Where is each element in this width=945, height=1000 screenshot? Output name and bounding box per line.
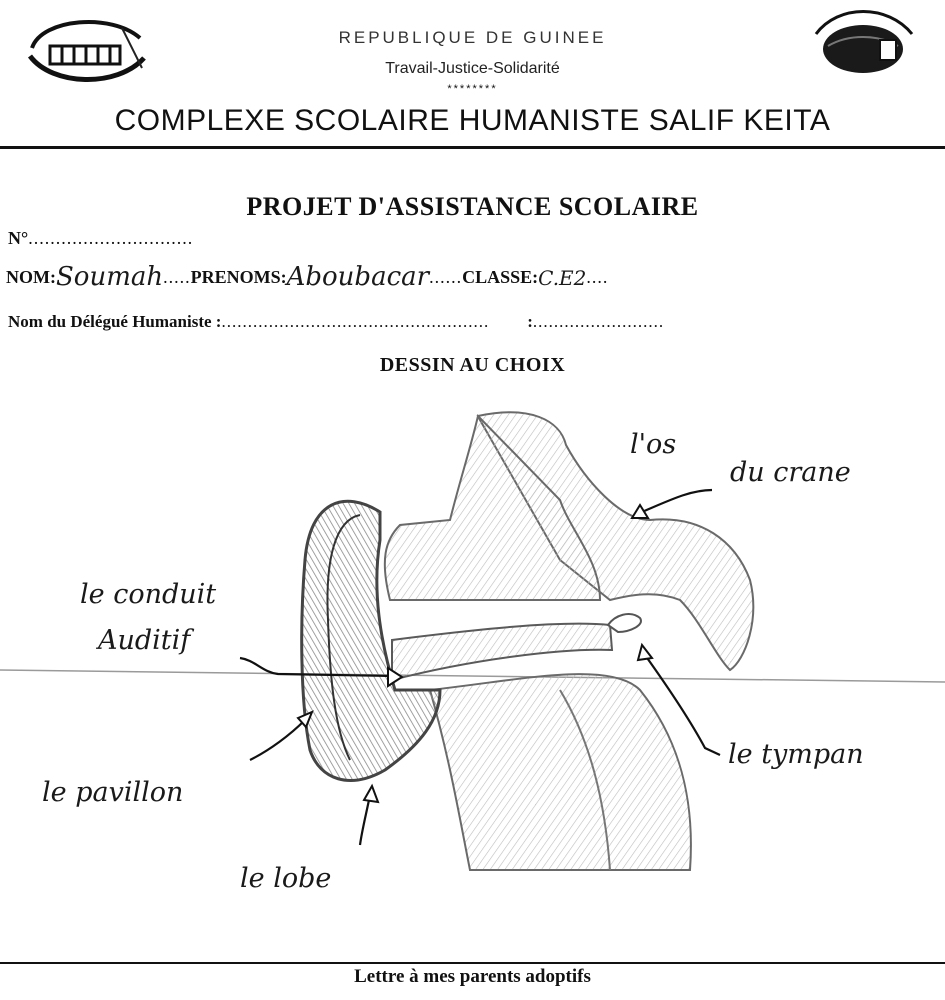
auditory-canal-shape — [392, 624, 612, 680]
classe-dots: .... — [586, 267, 609, 287]
school-name: COMPLEXE SCOLAIRE HUMANISTE SALIF KEITA — [114, 104, 831, 137]
prenoms-dots: ...... — [429, 267, 463, 287]
drawing-title: DESSIN AU CHOIX — [379, 354, 566, 376]
prenoms-value: Aboubacar — [286, 262, 430, 292]
republic-header: REPUBLIQUE DE GUINEE — [338, 28, 607, 47]
letter-title: Lettre à mes parents adoptifs — [354, 966, 591, 987]
nom-value: Soumah — [55, 262, 164, 292]
delegate-label: Nom du Délégué Humaniste : — [8, 312, 222, 331]
classe-value: C.E2 — [538, 266, 587, 290]
number-field — [8, 228, 193, 249]
number-dots: .............................. — [28, 228, 194, 248]
header-rule — [0, 146, 945, 149]
label-os: l'os — [630, 429, 677, 460]
lower-region-shape — [430, 674, 691, 870]
delegate-line — [8, 312, 664, 332]
label-pavillon: le pavillon — [42, 777, 184, 808]
classe-label: CLASSE: — [462, 267, 539, 287]
label-lobe: le lobe — [240, 863, 332, 894]
project-title: PROJET D'ASSISTANCE SCOLAIRE — [246, 192, 699, 221]
delegate-dots-2: ......................... — [532, 312, 665, 331]
label-tympan: le tympan — [728, 739, 864, 770]
national-motto: Travail-Justice-Solidarité — [385, 60, 560, 77]
number-label: N° — [8, 228, 29, 248]
nom-label: NOM: — [6, 267, 56, 287]
arrow-os — [635, 490, 712, 515]
delegate-dots: ................................................... — [221, 312, 490, 331]
label-conduit: le conduit — [80, 579, 217, 610]
nom-dots: ..... — [163, 267, 191, 287]
eardrum-shape — [608, 614, 641, 632]
footer-rule — [0, 962, 945, 964]
stars-divider: ******** — [447, 83, 498, 95]
arrow-pavillon — [250, 720, 305, 760]
label-auditif: Auditif — [98, 625, 191, 656]
identity-line — [6, 260, 608, 290]
prenoms-label: PRENOMS: — [190, 267, 287, 287]
delegate-separator: : — [527, 312, 533, 331]
label-du-crane: du crane — [730, 457, 851, 488]
paper-fold-line — [0, 670, 945, 682]
arrow-lobe — [360, 795, 370, 845]
